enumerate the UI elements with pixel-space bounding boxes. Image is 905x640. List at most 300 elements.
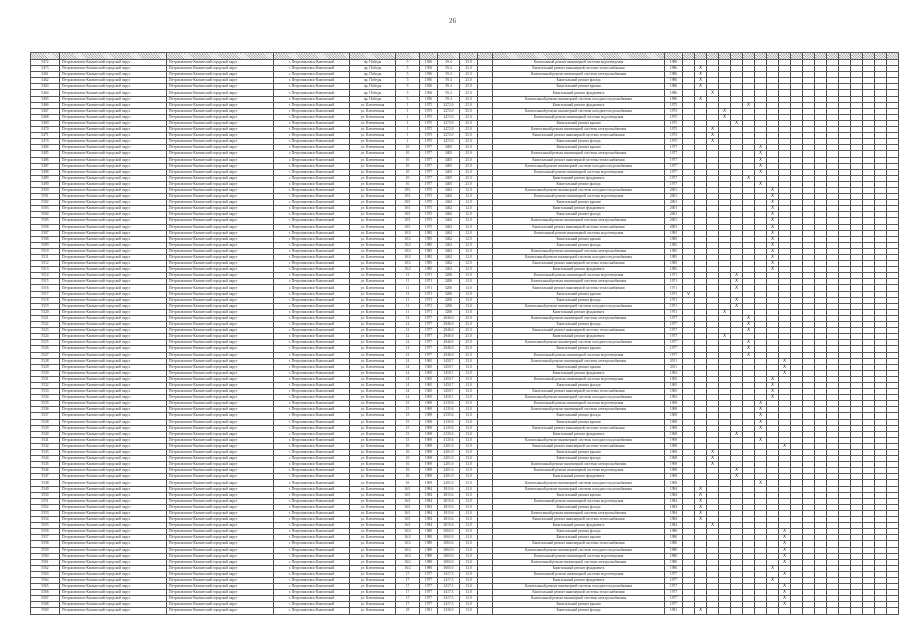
cell-street: ул. Ключевская <box>350 431 396 437</box>
cell-id: 5550 <box>31 492 60 498</box>
cell-street: ул. Ключевская <box>350 510 396 516</box>
cell-area: 3206 <box>438 285 460 291</box>
cell-org: Петропавловск-Камчатский городской округ <box>60 114 167 120</box>
cell-id: 5535 <box>31 401 60 407</box>
cell-city: г. Петропавловск-Камчатский <box>274 285 350 291</box>
cell-cost: 13.0 <box>460 370 478 376</box>
cell-city: г. Петропавловск-Камчатский <box>274 151 350 157</box>
cell-org2: Петропавловск-Камчатский городской округ <box>167 322 274 328</box>
cell-work: Капитальный ремонт крыши <box>493 291 665 297</box>
cell-house: 5 <box>396 84 420 90</box>
cell-street: пр. Победы <box>350 72 396 78</box>
cell-work: Капитальный ремонт инженерной системы электроснабжения <box>493 127 665 133</box>
cell-id: 5530 <box>31 370 60 376</box>
cell-area: 2815.6 <box>438 498 460 504</box>
cell-cost: 25.0 <box>460 157 478 163</box>
cell-street: ул. Ключевская <box>350 401 396 407</box>
cell-house: 11 <box>396 279 420 285</box>
cell-city: г. Петропавловск-Камчатский <box>274 145 350 151</box>
cell-street: ул. Ключевская <box>350 108 396 114</box>
cell-house: 10 <box>396 181 420 187</box>
cell-id: 5565 <box>31 584 60 590</box>
cell-org: Петропавловск-Камчатский городской округ <box>60 486 167 492</box>
cell-city: г. Петропавловск-Камчатский <box>274 571 350 577</box>
cell-area: 3450.7 <box>438 395 460 401</box>
cell-org: Петропавловск-Камчатский городской округ <box>60 437 167 443</box>
cell-city: г. Петропавловск-Камчатский <box>274 157 350 163</box>
cell-year: 1969 <box>420 450 438 456</box>
cell-year: 1975 <box>420 114 438 120</box>
cell-work: Капитальный ремонт фундамента <box>493 309 665 315</box>
cell-city: г. Петропавловск-Камчатский <box>274 297 350 303</box>
cell-work: Капитальный ремонт фасада <box>493 456 665 462</box>
cell-work: Капитальный ремонт инженерной системы электроснабжения <box>493 279 665 285</box>
cell-plan: 1986 <box>665 84 683 90</box>
cell-id: 5500 <box>31 187 60 193</box>
cell-house: 16 <box>396 456 420 462</box>
cell-work: Капитальный ремонт крыши <box>493 145 665 151</box>
mark-cell: X <box>755 413 767 419</box>
cell-year: 1969 <box>420 401 438 407</box>
cell-cost: 12.0 <box>460 206 478 212</box>
cell-house: 5 <box>396 72 420 78</box>
cell-id: 5465 <box>31 96 60 102</box>
cell-house: 15 <box>396 407 420 413</box>
cell-city: г. Петропавловск-Камчатский <box>274 66 350 72</box>
cell-id: 5474 <box>31 139 60 145</box>
cell-org2: Петропавловск-Камчатский городской округ <box>167 60 274 66</box>
cell-street: ул. Ключевская <box>350 559 396 565</box>
cell-org: Петропавловск-Камчатский городской округ <box>60 577 167 583</box>
cell-cost: 13.0 <box>460 553 478 559</box>
cell-house: 1 <box>396 139 420 145</box>
cell-street: ул. Ключевская <box>350 468 396 474</box>
cell-org2: Петропавловск-Камчатский городской округ <box>167 133 274 139</box>
cell-id: 5539 <box>31 425 60 431</box>
cell-year: 1975 <box>420 224 438 230</box>
cell-street: ул. Ключевская <box>350 328 396 334</box>
cell-work: Капитальный ремонт фасада <box>493 139 665 145</box>
cell-work: Капитальный ремонт фасада <box>493 297 665 303</box>
cell-plan: 2001 <box>665 194 683 200</box>
cell-id: 5561 <box>31 559 60 565</box>
cell-org2: Петропавловск-Камчатский городской округ <box>167 120 274 126</box>
cell-city: г. Петропавловск-Камчатский <box>274 273 350 279</box>
mark-cell: X <box>731 431 743 437</box>
cell-city: г. Петропавловск-Камчатский <box>274 577 350 583</box>
cell-city: г. Петропавловск-Камчатский <box>274 102 350 108</box>
cell-plan: 1977 <box>665 322 683 328</box>
cell-id: 5509 <box>31 242 60 248</box>
mark-cell: X <box>731 273 743 279</box>
cell-street: ул. Ключевская <box>350 297 396 303</box>
header-cell <box>827 53 839 60</box>
cell-org: Петропавловск-Камчатский городской округ <box>60 584 167 590</box>
cell-org2: Петропавловск-Камчатский городской округ <box>167 401 274 407</box>
cell-area: 3417.3 <box>438 571 460 577</box>
cell-id: 5504 <box>31 212 60 218</box>
mark-cell: X <box>755 181 767 187</box>
cell-house: 16/2 <box>396 529 420 535</box>
cell-plan: 1986 <box>665 90 683 96</box>
cell-street: ул. Ключевская <box>350 523 396 529</box>
cell-area: 3417.3 <box>438 602 460 608</box>
cell-house: 16 <box>396 474 420 480</box>
cell-work: Капитальный ремонт крыши <box>493 535 665 541</box>
cell-city: г. Петропавловск-Камчатский <box>274 108 350 114</box>
cell-org: Петропавловск-Камчатский городской округ <box>60 242 167 248</box>
cell-org: Петропавловск-Камчатский городской округ <box>60 120 167 126</box>
cell-house: 10/2 <box>396 230 420 236</box>
empty-cell <box>683 608 695 614</box>
cell-cost: 13.0 <box>460 571 478 577</box>
cell-house: 5 <box>396 66 420 72</box>
cell-street: ул. Ключевская <box>350 255 396 261</box>
cell-cost: 13.0 <box>460 559 478 565</box>
mark-cell: X <box>731 468 743 474</box>
cell-city: г. Петропавловск-Камчатский <box>274 267 350 273</box>
cell-cost: 25.0 <box>460 352 478 358</box>
cell-cost: 12.0 <box>460 200 478 206</box>
cell-city: г. Петропавловск-Камчатский <box>274 559 350 565</box>
cell-area: 59.4 <box>438 72 460 78</box>
cell-area: 3417.3 <box>438 584 460 590</box>
cell-house: 16 <box>396 462 420 468</box>
cell-work: Капитальный ремонт инженерной системы водоотведения <box>493 194 665 200</box>
cell-city: г. Петропавловск-Камчатский <box>274 175 350 181</box>
cell-org: Петропавловск-Камчатский городской округ <box>60 96 167 102</box>
cell-org: Петропавловск-Камчатский городской округ <box>60 608 167 614</box>
cell-city: г. Петропавловск-Камчатский <box>274 72 350 78</box>
cell-org2: Петропавловск-Камчатский городской округ <box>167 114 274 120</box>
cell-city: г. Петропавловск-Камчатский <box>274 468 350 474</box>
cell-house: 16/1 <box>396 517 420 523</box>
cell-plan: 1985 <box>665 230 683 236</box>
cell-city: г. Петропавловск-Камчатский <box>274 120 350 126</box>
cell-area: 3405 <box>438 145 460 151</box>
cell-plan: 1980 <box>665 535 683 541</box>
mark-cell: X <box>695 96 707 102</box>
cell-org2: Петропавловск-Камчатский городской округ <box>167 315 274 321</box>
cell-org: Петропавловск-Камчатский городской округ <box>60 194 167 200</box>
cell-org: Петропавловск-Камчатский городской округ <box>60 309 167 315</box>
cell-year: 1969 <box>420 413 438 419</box>
cell-org: Петропавловск-Камчатский городской округ <box>60 315 167 321</box>
cell-street: ул. Ключевская <box>350 157 396 163</box>
cell-house: 11 <box>396 303 420 309</box>
cell-org2: Петропавловск-Камчатский городской округ <box>167 437 274 443</box>
cell-house: 14 <box>396 382 420 388</box>
cell-id: 5529 <box>31 364 60 370</box>
cell-area: 2201.0 <box>438 474 460 480</box>
cell-house: 10/1 <box>396 187 420 193</box>
cell-area: 3450.7 <box>438 370 460 376</box>
cell-cost: 12.0 <box>460 242 478 248</box>
cell-year: 1977 <box>420 175 438 181</box>
cell-area: 3065.0 <box>438 565 460 571</box>
cell-house: 16 <box>396 480 420 486</box>
cell-plan: 1975 <box>665 133 683 139</box>
cell-work: Капитальный ремонт инженерной системы холодного водоснабжения <box>493 340 665 346</box>
cell-plan: 1965 <box>665 376 683 382</box>
cell-id: 5523 <box>31 328 60 334</box>
cell-year: 1985 <box>420 267 438 273</box>
cell-plan: 1977 <box>665 352 683 358</box>
empty-cell <box>755 608 767 614</box>
mark-cell: X <box>695 504 707 510</box>
mark-cell: X <box>767 389 779 395</box>
cell-work: Капитальный ремонт крыши <box>493 200 665 206</box>
cell-year: 1969 <box>420 437 438 443</box>
cell-cost: 13.0 <box>460 431 478 437</box>
cell-street: ул. Ключевская <box>350 376 396 382</box>
cell-street: ул. Ключевская <box>350 279 396 285</box>
cell-work: Капитальный ремонт инженерной системы водоотведения <box>493 114 665 120</box>
cell-cost: 13.0 <box>460 492 478 498</box>
cell-org2: Петропавловск-Камчатский городской округ <box>167 78 274 84</box>
header-cell <box>707 53 719 60</box>
mark-cell: X <box>767 248 779 254</box>
cell-cost: 25.0 <box>460 114 478 120</box>
cell-street: ул. Ключевская <box>350 346 396 352</box>
cell-work: Капитальный ремонт инженерной системы холодного водоснабжения <box>493 96 665 102</box>
cell-city: г. Петропавловск-Камчатский <box>274 419 350 425</box>
cell-plan: 1986 <box>665 66 683 72</box>
header-cell <box>167 53 274 60</box>
cell-city: г. Петропавловск-Камчатский <box>274 425 350 431</box>
mark-cell: X <box>707 139 719 145</box>
cell-work: Капитальный ремонт фасада <box>493 181 665 187</box>
cell-org: Петропавловск-Камчатский городской округ <box>60 90 167 96</box>
cell-cost: 13.0 <box>460 535 478 541</box>
mark-cell: X <box>767 261 779 267</box>
cell-city: г. Петропавловск-Камчатский <box>274 322 350 328</box>
cell-street: ул. Ключевская <box>350 352 396 358</box>
cell-id: 5514 <box>31 273 60 279</box>
cell-work: Капитальный ремонт инженерной системы водоотведения <box>493 376 665 382</box>
cell-area: 59.4 <box>438 78 460 84</box>
mark-cell: X <box>695 486 707 492</box>
cell-house: 15 <box>396 437 420 443</box>
cell-area: 3417.3 <box>438 596 460 602</box>
cell-street: ул. Ключевская <box>350 596 396 602</box>
cell-house: 5 <box>396 60 420 66</box>
cell-org2: Петропавловск-Камчатский городской округ <box>167 309 274 315</box>
cell-id: 5538 <box>31 419 60 425</box>
cell-street: ул. Ключевская <box>350 120 396 126</box>
cell-id: 5549 <box>31 486 60 492</box>
cell-area: 2946.0 <box>438 328 460 334</box>
cell-city: г. Петропавловск-Камчатский <box>274 127 350 133</box>
cell-city: г. Петропавловск-Камчатский <box>274 596 350 602</box>
empty-cell <box>707 608 719 614</box>
cell-id: 5468 <box>31 114 60 120</box>
cell-org2: Петропавловск-Камчатский городской округ <box>167 608 274 614</box>
cell-org2: Петропавловск-Камчатский городской округ <box>167 602 274 608</box>
cell-city: г. Петропавловск-Камчатский <box>274 303 350 309</box>
mark-cell: X <box>779 370 791 376</box>
cell-org: Петропавловск-Камчатский городской округ <box>60 127 167 133</box>
cell-street: пр. Победы <box>350 84 396 90</box>
cell-year: 1965 <box>420 395 438 401</box>
header-cell <box>719 53 731 60</box>
cell-year: 1956 <box>420 84 438 90</box>
cell-area: 2946.0 <box>438 352 460 358</box>
cell-plan: 1977 <box>665 181 683 187</box>
cell-id: 5558 <box>31 541 60 547</box>
cell-street: ул. Ключевская <box>350 425 396 431</box>
header-cell <box>274 53 350 60</box>
header-cell <box>791 53 803 60</box>
cell-id: 5545 <box>31 462 60 468</box>
cell-org2: Петропавловск-Камчатский городской округ <box>167 157 274 163</box>
cell-org: Петропавловск-Камчатский городской округ <box>60 480 167 486</box>
mark-cell: X <box>779 559 791 565</box>
cell-org2: Петропавловск-Камчатский городской округ <box>167 541 274 547</box>
cell-cost: 12.0 <box>460 236 478 242</box>
cell-work: Капитальный ремонт инженерной системы теплоснабжения <box>493 285 665 291</box>
cell-id: 5531 <box>31 376 60 382</box>
cell-cost: 13.0 <box>460 297 478 303</box>
cell-cost: 13.0 <box>460 498 478 504</box>
cell-city: г. Петропавловск-Камчатский <box>274 456 350 462</box>
cell-cost: 13.0 <box>460 577 478 583</box>
cell-area: 2272.0 <box>438 127 460 133</box>
cell-work: Капитальный ремонт фасада <box>493 322 665 328</box>
cell-org: Петропавловск-Камчатский городской округ <box>60 346 167 352</box>
cell-year: 1965 <box>420 389 438 395</box>
header-cell <box>683 53 695 60</box>
header-cell <box>396 53 420 60</box>
cell-plan: 1977 <box>665 169 683 175</box>
mark-cell: X <box>731 120 743 126</box>
cell-year: 1971 <box>420 273 438 279</box>
cell-work: Капитальный ремонт инженерной системы холодного водоснабжения <box>493 108 665 114</box>
cell-org: Петропавловск-Камчатский городской округ <box>60 200 167 206</box>
cell-year: 1975 <box>420 127 438 133</box>
cell-work: Капитальный ремонт фасада <box>493 382 665 388</box>
mark-cell: X <box>779 571 791 577</box>
cell-plan: 1971 <box>665 303 683 309</box>
mark-cell: A <box>695 492 707 498</box>
mark-cell: X <box>779 529 791 535</box>
cell-work: Капитальный ремонт фундамента <box>493 102 665 108</box>
cell-year: 1977 <box>420 157 438 163</box>
cell-street: ул. Ключевская <box>350 206 396 212</box>
cell-cost: 13.0 <box>460 474 478 480</box>
cell-plan: 1977 <box>665 163 683 169</box>
cell-area: 3065.0 <box>438 535 460 541</box>
cell-plan: 1977 <box>665 571 683 577</box>
cell-city: г. Петропавловск-Камчатский <box>274 206 350 212</box>
cell-org2: Петропавловск-Камчатский городской округ <box>167 382 274 388</box>
cell-plan: 1984 <box>665 492 683 498</box>
cell-street: ул. Ключевская <box>350 608 396 614</box>
cell-street: ул. Ключевская <box>350 358 396 364</box>
cell-org: Петропавловск-Камчатский городской округ <box>60 163 167 169</box>
cell-area: 2272.0 <box>438 114 460 120</box>
cell-org2: Петропавловск-Камчатский городской округ <box>167 450 274 456</box>
cell-plan: 1969 <box>665 425 683 431</box>
cell-work: Капитальный ремонт инженерной системы водоотведения <box>493 498 665 504</box>
cell-id: 5515 <box>31 279 60 285</box>
mark-cell: X <box>767 230 779 236</box>
cell-id: 5542 <box>31 443 60 449</box>
cell-cost: 13.0 <box>460 443 478 449</box>
cell-plan: 1969 <box>665 419 683 425</box>
cell-cost: 25.0 <box>460 72 478 78</box>
cell-plan: 2011 <box>665 358 683 364</box>
cell-year: 1956 <box>420 66 438 72</box>
cell-street: пр. Победы <box>350 96 396 102</box>
cell-city: г. Петропавловск-Камчатский <box>274 443 350 449</box>
cell-work: Капитальный ремонт крыши <box>493 602 665 608</box>
cell-year: 1977 <box>420 334 438 340</box>
cell-year: 1971 <box>420 297 438 303</box>
mark-cell: X <box>719 334 731 340</box>
cell-house: 16/1 <box>396 523 420 529</box>
cell-org2: Петропавловск-Камчатский городской округ <box>167 102 274 108</box>
cell-org: Петропавловск-Камчатский городской округ <box>60 334 167 340</box>
cell-area: 2272.0 <box>438 102 460 108</box>
header-cell <box>767 53 779 60</box>
cell-area: 2815.6 <box>438 517 460 523</box>
cell-city: г. Петропавловск-Камчатский <box>274 346 350 352</box>
cell-plan: 1969 <box>665 437 683 443</box>
cell-cost: 12.0 <box>460 261 478 267</box>
cell-street: ул. Ключевская <box>350 565 396 571</box>
cell-street: ул. Ключевская <box>350 492 396 498</box>
cell-year: 1956 <box>420 90 438 96</box>
cell-house: 12 <box>396 328 420 334</box>
cell-city: г. Петропавловск-Камчатский <box>274 187 350 193</box>
header-cell <box>887 53 899 60</box>
cell-plan: 1969 <box>665 468 683 474</box>
cell-street: ул. Ключевская <box>350 419 396 425</box>
cell-plan: 1971 <box>665 279 683 285</box>
cell-work: Капитальный ремонт фундамента <box>493 90 665 96</box>
cell-city: г. Петропавловск-Камчатский <box>274 498 350 504</box>
cell-house: 15 <box>396 419 420 425</box>
cell-org: Петропавловск-Камчатский городской округ <box>60 590 167 596</box>
cell-house: 1 <box>396 108 420 114</box>
cell-plan: 1986 <box>665 96 683 102</box>
mark-cell: X <box>779 358 791 364</box>
cell-area: 3206 <box>438 297 460 303</box>
mark-cell: X <box>731 285 743 291</box>
cell-city: г. Петропавловск-Камчатский <box>274 291 350 297</box>
cell-work: Капитальный ремонт крыши <box>493 364 665 370</box>
cell-org: Петропавловск-Камчатский городской округ <box>60 66 167 72</box>
cell-city: г. Петропавловск-Камчатский <box>274 584 350 590</box>
cell-org2: Петропавловск-Камчатский городской округ <box>167 139 274 145</box>
cell-org: Петропавловск-Камчатский городской округ <box>60 596 167 602</box>
cell-city: г. Петропавловск-Камчатский <box>274 236 350 242</box>
cell-city: г. Петропавловск-Камчатский <box>274 218 350 224</box>
cell-work: Капитальный ремонт крыши <box>493 419 665 425</box>
cell-year: 1975 <box>420 139 438 145</box>
mark-cell: X <box>755 163 767 169</box>
cell-street: ул. Ключевская <box>350 413 396 419</box>
cell-work: Капитальный ремонт фасада <box>493 242 665 248</box>
cell-org: Петропавловск-Камчатский городской округ <box>60 102 167 108</box>
cell-org2: Петропавловск-Камчатский городской округ <box>167 127 274 133</box>
cell-work: Капитальный ремонт инженерной системы электроснабжения <box>493 151 665 157</box>
cell-city: г. Петропавловск-Камчатский <box>274 486 350 492</box>
cell-house: 10 <box>396 151 420 157</box>
mark-cell: X <box>767 382 779 388</box>
mark-cell: X <box>707 523 719 529</box>
